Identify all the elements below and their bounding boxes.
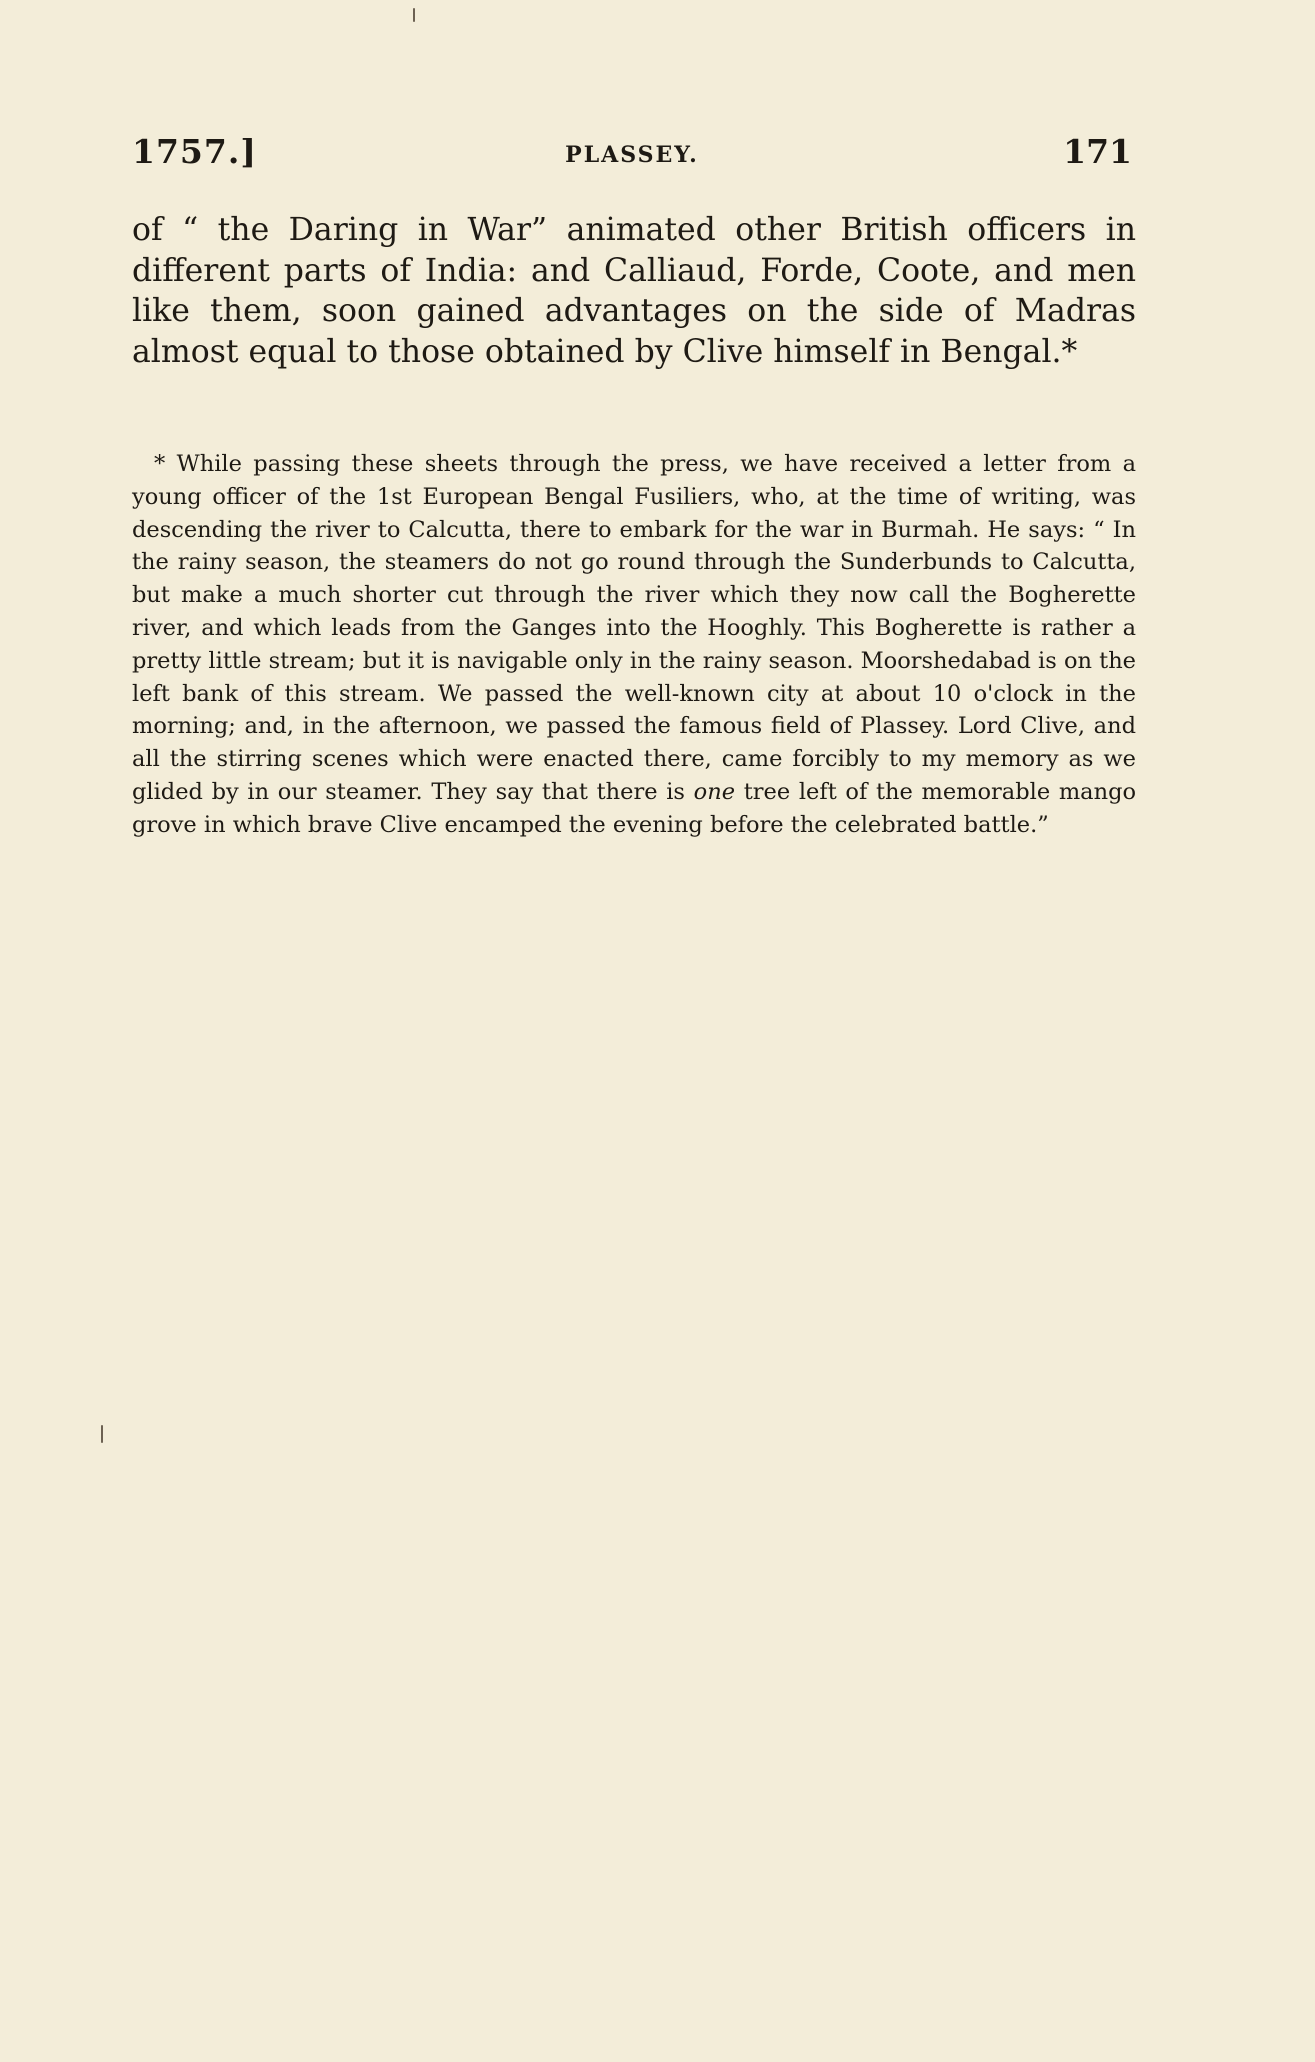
footnote: [132, 448, 1136, 842]
paper-speck-top: [413, 8, 415, 22]
footnote-emphasis: one: [693, 778, 736, 805]
running-head-year: 1757.]: [132, 132, 257, 171]
footnote-text-part2: tree left of the memorable mango grove in which brave Clive encamped the evening before the celebrated battle.”: [132, 778, 1137, 838]
footnote-text-part1: * While passing these sheets through the press, we have received a letter from a young officer of the 1st European Bengal Fusiliers, who, at the time of writing, was descending the river to Calcutta, there to embark for the war in Burmah. He says: “ In the rainy season, the steamers do not go round through the Sunderbunds to Calcutta, but make a much shorter cut through the river which they now call the Bogherette river, and which leads from the Ganges into the Hooghly. This Bogherette is rather a pretty little stream; but it is navigable only in the rainy season. Moorshedabad is on the left bank of this stream. We passed the well-known city at about 10 o'clock in the morning; and, in the afternoon, we passed the famous field of Plassey. Lord Clive, and all the stirring scenes which were enacted there, came forcibly to my memory as we glided by in our steamer. They say that there is: [132, 451, 1136, 805]
page-number: 171: [1063, 132, 1132, 171]
running-head-title: PLASSEY.: [565, 142, 699, 168]
body-paragraph: of “ the Daring in War” animated other British officers in different parts of India: and Calliaud, Forde, Coote, and men like them, soon gained advantages on the side of Madras almost equal to those obtained by Clive himself in Bengal.*: [132, 212, 1136, 370]
paper-speck-margin: [101, 1425, 103, 1443]
running-head: [132, 132, 1132, 176]
